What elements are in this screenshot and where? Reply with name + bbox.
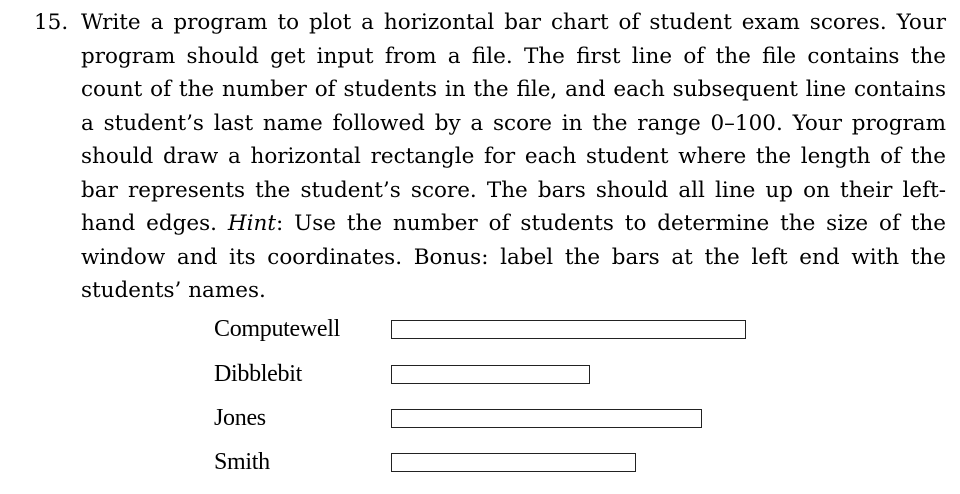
student-name-label: Jones [214,405,266,431]
score-bar [391,365,590,384]
score-bar [391,409,702,428]
bar-row [214,314,754,344]
example-bar-chart-figure [214,312,754,482]
exercise-text-part-1: Write a program to plot a horizontal bar chart of student exam scores. Your program should get input from a file. The first line of the file contains the count of the number of students in the file, and each subsequent line contains a student’s last name followed by a score in the range 0–100. Your program should draw a horizontal rectangle for each student where the length of the bar represents the student’s score. The bars should all line up on their left-hand edges. [81,10,946,236]
student-name-label: Smith [214,449,270,475]
bar-row [214,403,754,433]
score-bar [391,453,636,472]
exercise-text [81,6,946,308]
bar-row [214,359,754,389]
exercise-text-part-2: : Use the number of students to determine the size of the window and its coordinates. Bonus: label the bars at the left end with the students’ names. [81,211,946,303]
hint-label: Hint [227,211,276,236]
exercise-number: 15. [34,10,69,35]
bar-row [214,447,754,477]
student-name-label: Dibblebit [214,361,302,387]
student-name-label: Computewell [214,316,341,342]
score-bar [391,320,746,339]
